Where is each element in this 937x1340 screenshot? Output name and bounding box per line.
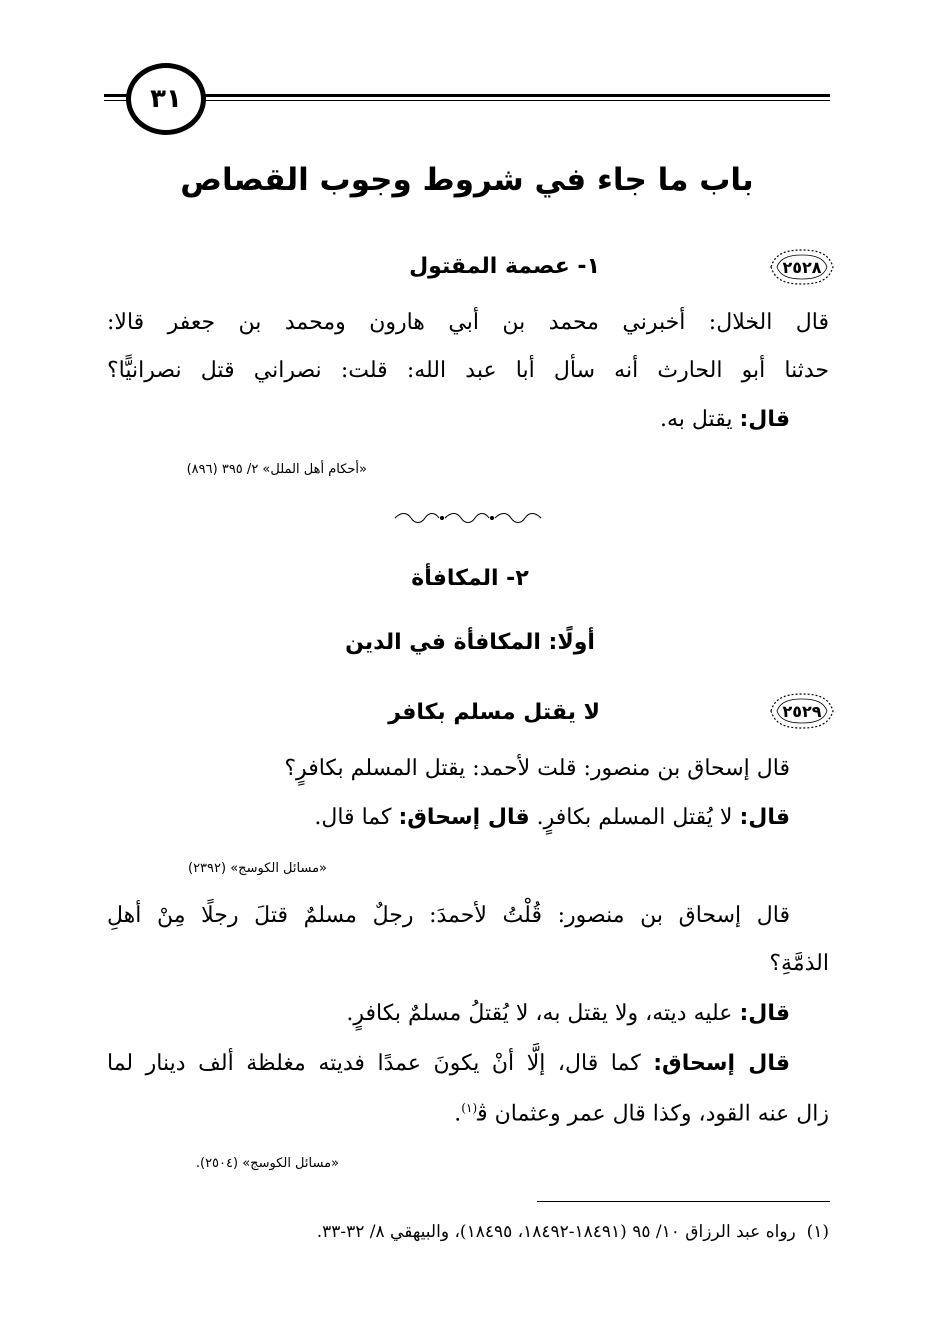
page-number: ٣١ bbox=[126, 63, 206, 135]
answer-text: يقتل به. bbox=[659, 407, 740, 432]
subheading-religion: أولًا: المكافأة في الدين bbox=[345, 630, 595, 655]
answer-text: كما قال، إلَّا أنْ يكونَ عمدًا فديته مغلظة ألف دينار لما bbox=[107, 1051, 654, 1076]
speaker-label: قال: bbox=[739, 1001, 790, 1026]
source-citation-2: «مسائل الكوسج» (٢٣٩٢) bbox=[188, 861, 327, 876]
source-citation-1: «أحكام أهل الملل» ٢/ ٣٩٥ (٨٩٦) bbox=[186, 462, 367, 477]
p1-line-2 bbox=[220, 805, 790, 830]
section-heading-2: ٢- المكافأة bbox=[411, 566, 529, 591]
p4-line-2: زال عنه القود، وكذا قال عمر وعثمان ﭬ$^{(١)}$. bbox=[454, 1101, 829, 1127]
section1-line-3 bbox=[400, 407, 790, 432]
header-rule-thin bbox=[104, 100, 830, 101]
speaker-label: قال إسحاق: bbox=[398, 805, 530, 830]
footnote-ref[interactable]: (١) bbox=[461, 1101, 478, 1115]
chapter-title: باب ما جاء في شروط وجوب القصاص bbox=[180, 162, 754, 198]
footnote-1 bbox=[107, 1222, 829, 1242]
p2-line-1: قال إسحاق بن منصور: قُلْتُ لأحمدَ: رجلٌ مسلمٌ قتلَ رجلًا مِنْ أهلِ bbox=[107, 903, 790, 928]
p4-line-1 bbox=[107, 1051, 790, 1076]
footnote-marker: (١) bbox=[806, 1222, 829, 1242]
p3-line bbox=[240, 1001, 790, 1026]
p1-line-1: قال إسحاق بن منصور: قلت لأحمد: يقتل المسلم بكافرٍ؟ bbox=[284, 756, 790, 781]
speaker-label: قال إسحاق: bbox=[653, 1051, 790, 1076]
number-badge-2529: ٢٥٢٩ bbox=[765, 690, 839, 732]
answer-text: لا يُقتل المسلم بكافرٍ. bbox=[529, 805, 740, 830]
header-rule-thick bbox=[104, 94, 830, 97]
section-heading-1: ١- عصمة المقتول bbox=[409, 254, 600, 279]
section1-line-2: حدثنا أبو الحارث أنه سأل أبا عبد الله: قلت: نصراني قتل نصرانيًّا؟ bbox=[107, 358, 829, 383]
speaker-label: قال: bbox=[739, 407, 790, 432]
divider-ornament-icon bbox=[393, 509, 543, 527]
source-citation-3: «مسائل الكوسج» (٢٥٠٤). bbox=[195, 1156, 339, 1171]
p2-line-2: الذمَّةِ؟ bbox=[769, 951, 829, 976]
section1-line-1: قال الخلال: أخبرني محمد بن أبي هارون ومحمد بن جعفر قالا: bbox=[107, 310, 829, 335]
item-heading: لا يقتل مسلم بكافر bbox=[388, 700, 600, 725]
number-badge-2528: ٢٥٢٨ bbox=[765, 246, 839, 288]
footnote-text: رواه عبد الرزاق ١٠/ ٩٥ (١٨٤٩١-١٨٤٩٢، ١٨٤٩٥)، والبيهقي ٨/ ٣٢-٣٣. bbox=[316, 1222, 796, 1242]
answer-text: كما قال. bbox=[314, 805, 399, 830]
footnote-separator bbox=[537, 1201, 830, 1202]
answer-text: عليه ديته، ولا يقتل به، لا يُقتلُ مسلمٌ بكافرٍ. bbox=[346, 1001, 740, 1026]
speaker-label: قال: bbox=[739, 805, 790, 830]
